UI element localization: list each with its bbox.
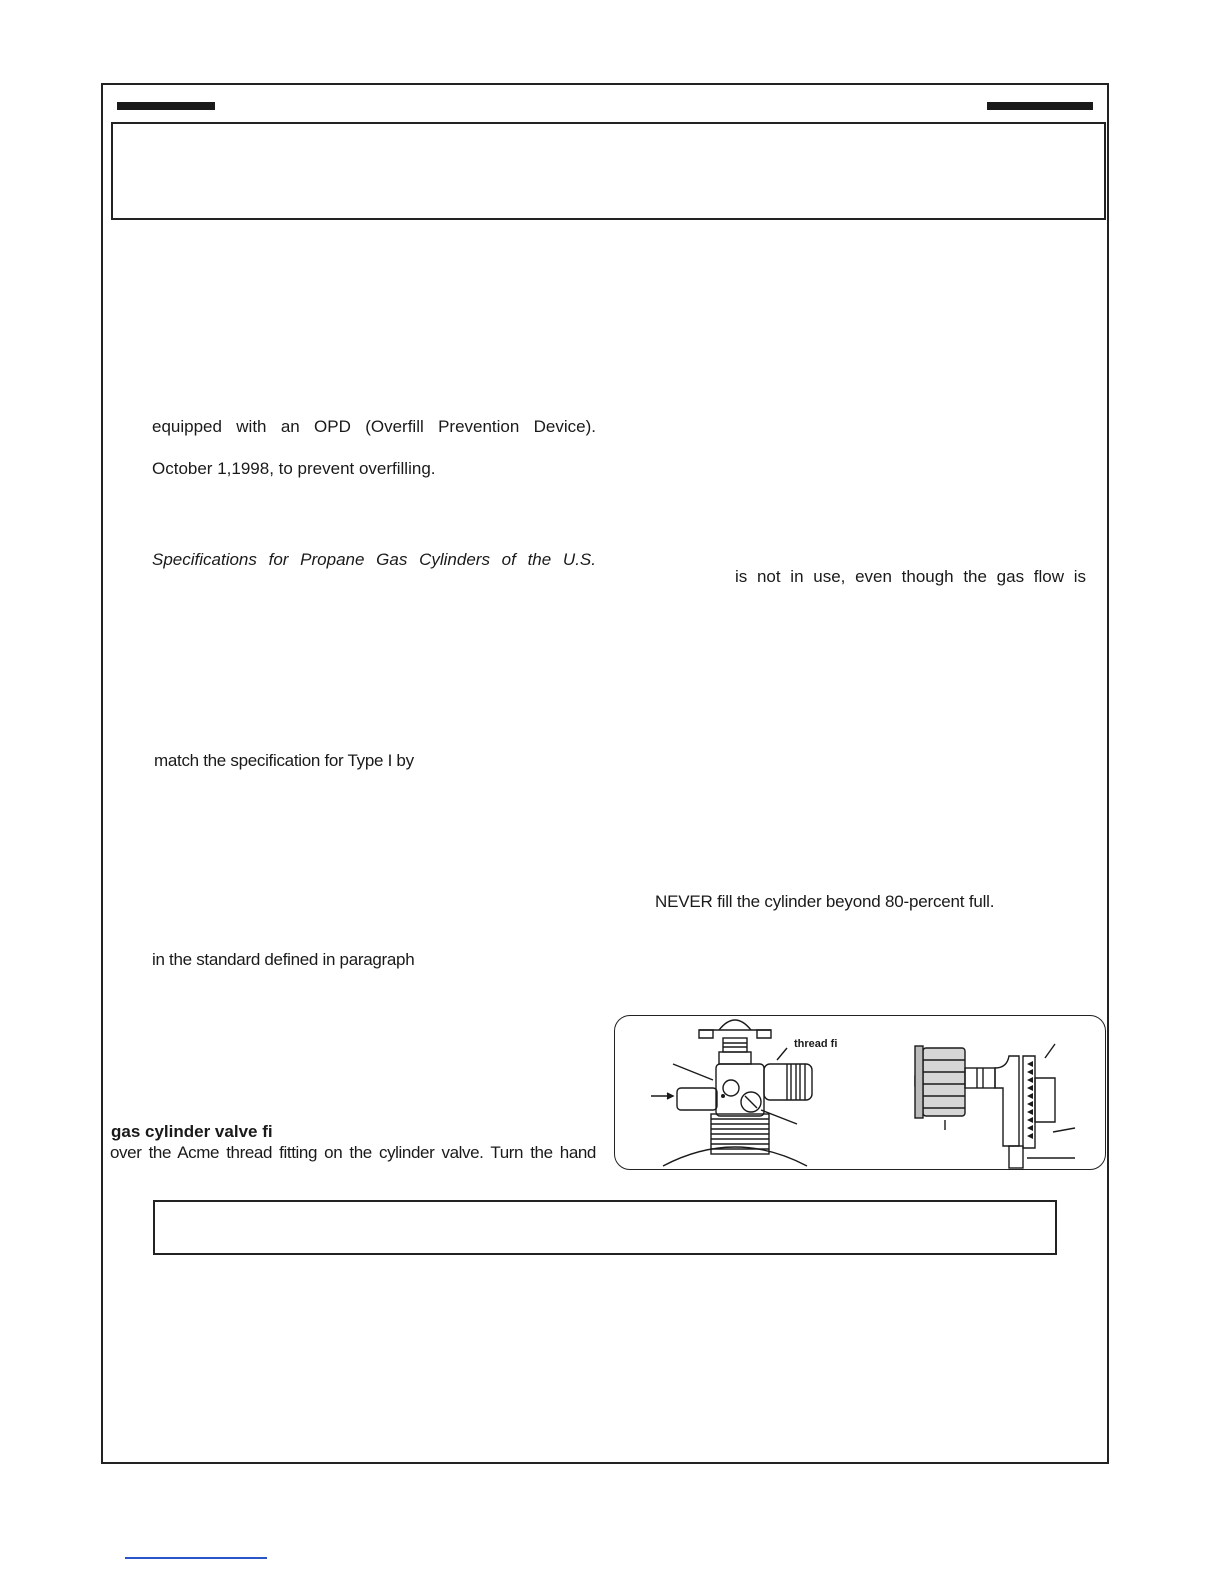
opd-line: equipped with an OPD (Overfill Prevention Device). — [152, 417, 596, 436]
thread-fitting-label: thread fi — [794, 1038, 838, 1050]
acme-line: over the Acme thread fitting on the cylinder valve. Turn the hand — [110, 1143, 596, 1162]
valve-heading: gas cylinder valve fi — [111, 1122, 273, 1141]
standard-line: in the standard defined in paragraph — [152, 950, 415, 969]
page-frame — [101, 83, 1109, 1464]
spec-line: Specifications for Propane Gas Cylinders of the U.S. — [152, 550, 596, 569]
gas-flow-line: is not in use, even though the gas flow is — [735, 567, 1086, 586]
valve-regulator-figure — [614, 1015, 1106, 1170]
warning-box-top — [111, 122, 1106, 220]
never-fill-line: NEVER fill the cylinder beyond 80-percent full. — [655, 892, 995, 911]
header-bar-right — [987, 102, 1093, 110]
warning-box-bottom — [153, 1200, 1057, 1255]
valve-regulator-illustration — [615, 1016, 1106, 1170]
footer-link-underline[interactable] — [125, 1557, 267, 1559]
header-bar-left — [117, 102, 215, 110]
type-line: match the specification for Type I by — [154, 751, 414, 770]
date-line: October 1,1998, to prevent overfilling. — [152, 459, 436, 478]
